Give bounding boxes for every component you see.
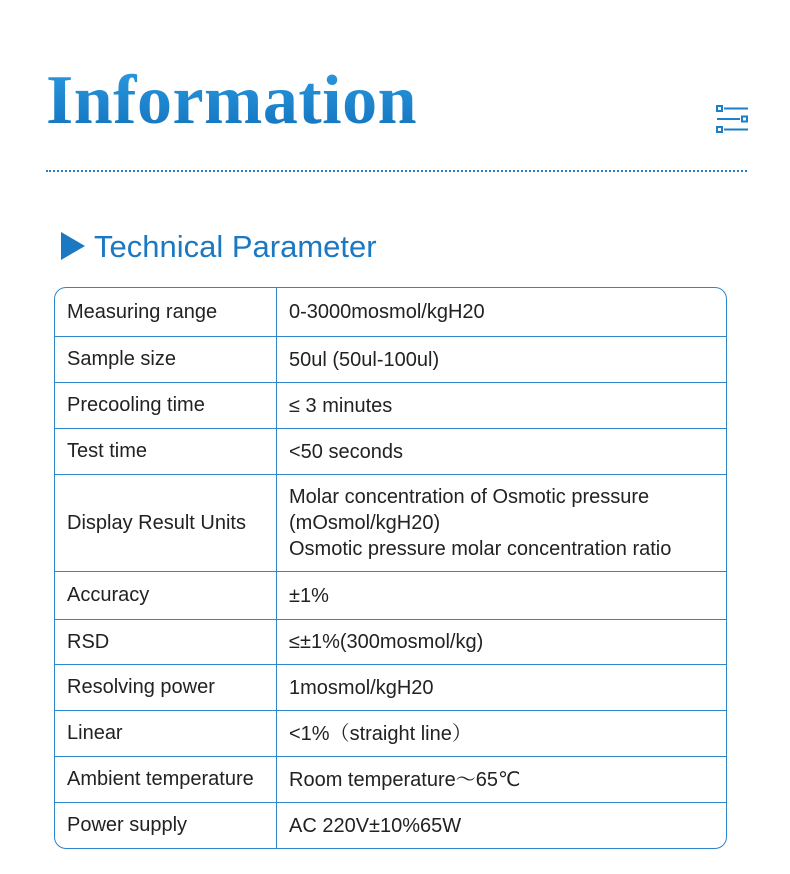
param-name: RSD	[55, 620, 277, 664]
param-value	[277, 620, 726, 664]
dotted-divider	[46, 170, 747, 172]
param-value	[277, 475, 726, 571]
table-row	[55, 620, 726, 665]
param-value-line: 0-3000mosmol/kgH20	[289, 301, 485, 323]
param-value	[277, 757, 726, 802]
table-row	[55, 383, 726, 429]
param-value-line: Molar concentration of Osmotic pressure	[289, 486, 650, 508]
param-value-line: <1%（straight line）	[289, 722, 472, 745]
param-name: Precooling time	[55, 383, 277, 428]
param-value-line: Osmotic pressure molar concentration ratio	[289, 538, 672, 560]
filter-settings-icon[interactable]	[716, 104, 749, 134]
table-row	[55, 337, 726, 383]
param-value-line: ≤ 3 minutes	[289, 394, 393, 417]
table-row	[55, 429, 726, 475]
param-value-line: ±1%	[289, 584, 329, 607]
table-row	[55, 757, 726, 803]
param-name: Display Result Units	[55, 475, 277, 571]
param-name: Sample size	[55, 337, 277, 382]
param-name: Accuracy	[55, 572, 277, 619]
param-value	[277, 383, 726, 428]
param-value-line: (mOsmol/kgH20)	[289, 512, 441, 534]
table-row	[55, 475, 726, 572]
param-value	[277, 572, 726, 619]
table-row	[55, 288, 726, 337]
param-value	[277, 337, 726, 382]
param-name: Test time	[55, 429, 277, 474]
param-value	[277, 665, 726, 710]
page-title: Information	[46, 62, 418, 139]
param-value	[277, 429, 726, 474]
param-name: Power supply	[55, 803, 277, 848]
param-value	[277, 711, 726, 756]
param-value-line: ≤±1%(300mosmol/kg)	[289, 631, 484, 653]
table-row	[55, 572, 726, 620]
table-row	[55, 711, 726, 757]
table-row	[55, 665, 726, 711]
param-value-line: 1mosmol/kgH20	[289, 676, 434, 699]
param-name: Resolving power	[55, 665, 277, 710]
param-name: Measuring range	[55, 288, 277, 336]
play-arrow-icon	[60, 231, 86, 261]
param-value-line: AC 220V±10%65W	[289, 814, 462, 837]
section-title: Technical Parameter	[94, 228, 377, 264]
param-name: Ambient temperature	[55, 757, 277, 802]
param-value	[277, 803, 726, 848]
param-value-line: <50 seconds	[289, 440, 403, 463]
section-heading	[60, 226, 377, 266]
parameter-table	[54, 287, 727, 849]
param-value	[277, 288, 726, 336]
param-value-line: 50ul (50ul-100ul)	[289, 348, 440, 371]
param-name: Linear	[55, 711, 277, 756]
table-row	[55, 803, 726, 848]
param-value-line: Room temperature～65℃	[289, 768, 521, 791]
